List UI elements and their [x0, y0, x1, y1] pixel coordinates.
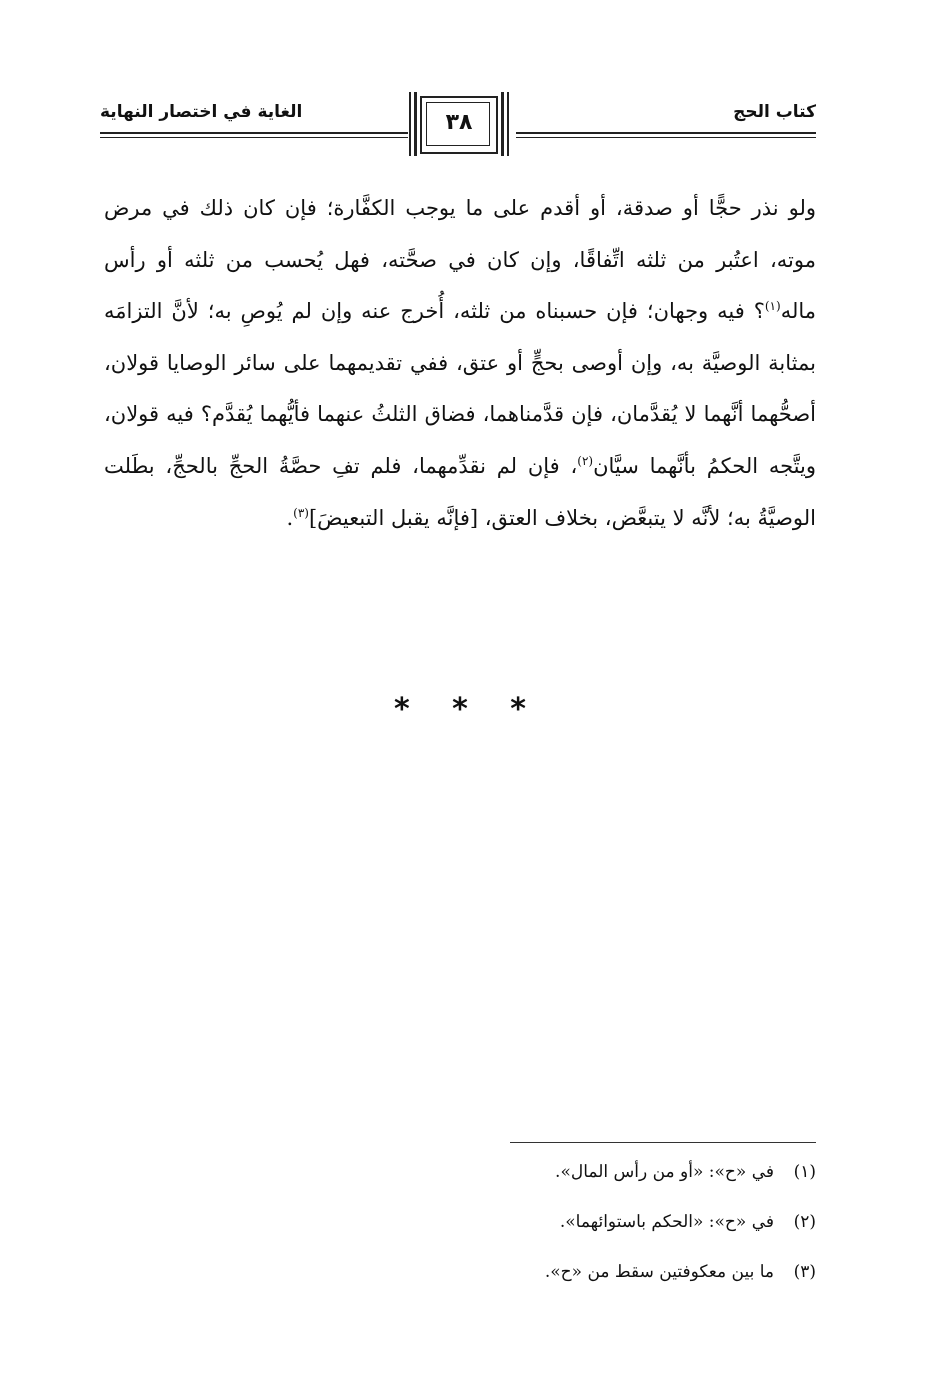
- paragraph-segment-3: ، فإن لم نقدِّمهما، فلم تفِ حصَّةُ الحجِّ بالحجِّ، بطَلت الوصيَّةُ به؛ لأنَّه لا يتبعَّض، بخلاف العتق، [فإنَّه يقبل التبعيضَ]: [104, 453, 816, 530]
- footnote-number: (١): [793, 1162, 816, 1182]
- footnote-number: (٢): [793, 1212, 816, 1232]
- chapter-title: كتاب الحج: [733, 102, 816, 122]
- footnote-ref-3[interactable]: (٣): [293, 505, 309, 520]
- footnote-divider: [510, 1142, 816, 1143]
- footnote-text: ما بين معكوفتين سقط من «ح».: [544, 1262, 774, 1282]
- header-rule-right: [516, 132, 816, 134]
- section-separator: * * *: [394, 692, 542, 727]
- footnote-ref-1[interactable]: (١): [764, 299, 781, 314]
- main-paragraph: [104, 183, 816, 544]
- header-rule-right-thin: [516, 137, 816, 138]
- footnote-number: (٣): [793, 1262, 816, 1282]
- footnote-3: [216, 1262, 816, 1312]
- paragraph-segment-2: ؟ فيه وجهان؛ فإن حسبناه من ثلثه، أُخرج عنه وإن لم يُوصِ به؛ لأنَّ التزامَه بمثابة الوصيَّة به، وإن أوصى بحجٍّ أو عتق، ففي تقديمهما على سائر الوصايا قولان، أصحُّهما أنَّهما لا يُقدَّمان، فإن قدَّمناهما، فضاق الثلثُ عنهما فأيُّهما يُقدَّم؟ فيه قولان، ويتَّجه الحكمُ بأنَّهما سيَّان: [104, 299, 816, 478]
- book-title: الغاية في اختصار النهاية: [100, 102, 303, 122]
- footnote-2: [216, 1212, 816, 1262]
- header-rule-left: [100, 132, 408, 134]
- footnotes: [216, 1162, 816, 1312]
- footnote-1: [216, 1162, 816, 1212]
- paragraph-segment-4: .: [286, 505, 294, 530]
- page-number-frame: [420, 96, 498, 154]
- footnote-text: في «ح»: «الحكم باستوائهما».: [559, 1212, 774, 1232]
- footnote-text: في «ح»: «أو من رأس المال».: [555, 1162, 774, 1182]
- page-number: ٣٨: [445, 110, 473, 135]
- page-header: [100, 96, 816, 156]
- footnote-ref-2[interactable]: (٢): [577, 453, 594, 468]
- header-rule-left-thin: [100, 137, 408, 138]
- paragraph-segment-1: ولو نذر حجًّا أو صدقة، أو أقدم على ما يوجب الكفَّارة؛ فإن كان ذلك في مرض موته، اعتُبر من ثلثه اتِّفاقًا، وإن كان في صحَّته، فهل يُحسب من ثلثه أو رأس ماله: [104, 196, 816, 324]
